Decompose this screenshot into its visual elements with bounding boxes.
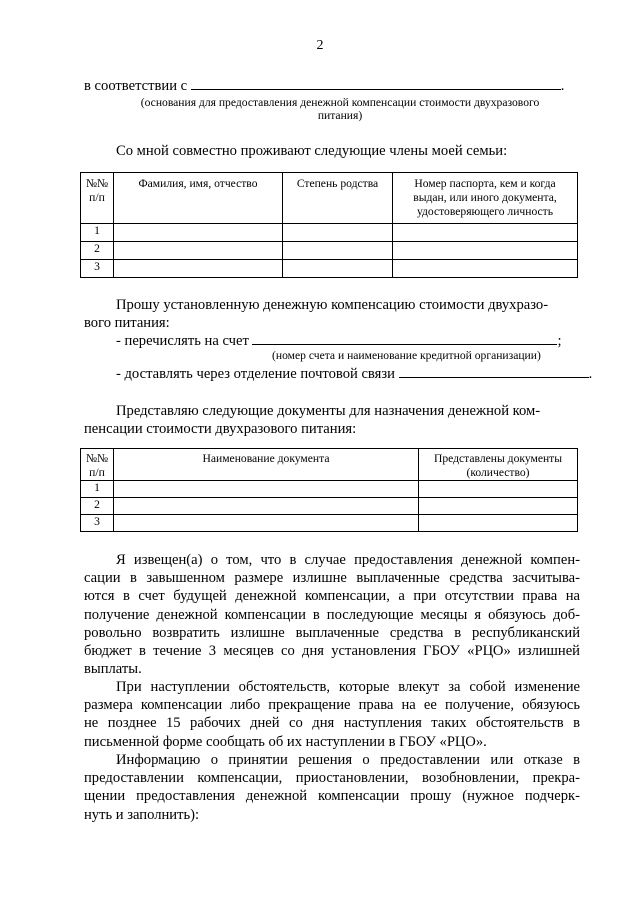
basis-note-line2: питания)	[317, 109, 363, 122]
request-line1-text: Прошу установленную денежную компенсацию стоимости двухразо-	[116, 297, 549, 313]
family-col-relation: Степень родства	[283, 173, 393, 224]
transfer-line	[116, 332, 562, 350]
table-row	[81, 498, 578, 515]
table-row	[81, 481, 578, 498]
family-passport-cell[interactable]	[393, 260, 578, 278]
notice-line: бюджет в течение 3 месяцев со дня установления ГБОУ «РЦО» излишней	[84, 642, 580, 659]
transfer-label: - перечислять на счет	[116, 333, 249, 349]
family-col-number: №№ п/п	[81, 173, 114, 224]
table-row	[81, 224, 578, 242]
notice-line: получение денежной компенсации в последующие месяцы я обязуюсь доб-	[84, 606, 580, 623]
documents-intro-line2: пенсации стоимости двухразового питания:	[84, 421, 357, 437]
row-number: 3	[81, 260, 114, 278]
family-col-passport: Номер паспорта, кем и когда выдан, или иного документа, удостоверяющего личность	[393, 173, 578, 224]
family-table	[80, 172, 578, 278]
post-line	[116, 365, 592, 383]
notice-line: выплаты.	[84, 661, 142, 678]
table-row	[81, 260, 578, 278]
family-col-name: Фамилия, имя, отчество	[114, 173, 283, 224]
family-table-header	[81, 173, 578, 224]
basis-blank[interactable]	[191, 77, 561, 90]
document-name-cell[interactable]	[114, 481, 419, 498]
document-name-cell[interactable]	[114, 498, 419, 515]
obligation-line: При наступлении обстоятельств, которые влекут за собой изменение	[116, 679, 580, 695]
family-intro: Со мной совместно проживают следующие члены моей семьи:	[116, 143, 508, 159]
notice-line: Я извещен(а) о том, что в случае предоставления денежной компен-	[116, 552, 580, 568]
row-number: 1	[81, 481, 114, 498]
document-name-cell[interactable]	[114, 515, 419, 532]
post-end: .	[588, 366, 593, 382]
notice-line: сации в завышенном размере излишне выплаченные средства засчитыва-	[84, 570, 580, 587]
documents-table	[80, 448, 578, 532]
documents-table-header	[81, 449, 578, 481]
documents-col-count: Представлены документы (количество)	[419, 449, 578, 481]
account-blank[interactable]	[252, 332, 557, 345]
row-number: 2	[81, 498, 114, 515]
document-count-cell[interactable]	[419, 515, 578, 532]
documents-intro-line1: Представляю следующие документы для назначения денежной ком-	[116, 403, 541, 419]
information-line: предоставлении компенсации, приостановлении, возобновлении, прекра-	[84, 770, 580, 787]
information-line: нуть и заполнить):	[84, 806, 200, 823]
table-row	[81, 515, 578, 532]
documents-col-number: №№ п/п	[81, 449, 114, 481]
family-passport-cell[interactable]	[393, 242, 578, 260]
page-number: 2	[316, 38, 324, 53]
family-name-cell[interactable]	[114, 260, 283, 278]
table-row	[81, 242, 578, 260]
basis-line	[84, 77, 564, 95]
obligation-line: размера компенсации либо прекращение права на ее получение, обязуюсь	[84, 697, 580, 714]
notice-line: ровольно возвратить излишне выплаченные средства в республиканский	[84, 624, 580, 641]
obligation-line: не позднее 15 рабочих дней со дня наступления таких обстоятельств в	[84, 715, 580, 732]
obligation-paragraph	[84, 678, 580, 751]
information-line: щении предоставления денежной компенсации прошу (нужное подчерк-	[84, 788, 580, 805]
document-count-cell[interactable]	[419, 498, 578, 515]
post-label: - доставлять через отделение почтовой связи	[116, 366, 395, 382]
request-line1	[116, 296, 580, 314]
row-number: 2	[81, 242, 114, 260]
row-number: 3	[81, 515, 114, 532]
family-relation-cell[interactable]	[283, 242, 393, 260]
account-note: (номер счета и наименование кредитной организации)	[272, 349, 541, 362]
family-relation-cell[interactable]	[283, 224, 393, 242]
basis-note-line1: (основания для предоставления денежной компенсации стоимости двухразового	[140, 96, 540, 109]
family-name-cell[interactable]	[114, 242, 283, 260]
documents-col-name: Наименование документа	[114, 449, 419, 481]
row-number: 1	[81, 224, 114, 242]
post-office-blank[interactable]	[399, 365, 589, 378]
notice-line: ются в счет будущей денежной компенсации, а при отсутствии права на	[84, 588, 580, 605]
document-count-cell[interactable]	[419, 481, 578, 498]
basis-prefix: в соответствии с	[84, 78, 188, 94]
request-line2: вого питания:	[84, 315, 170, 331]
notice-paragraph	[84, 551, 580, 678]
obligation-line: письменной форме сообщать об их наступлении в ГБОУ «РЦО».	[84, 733, 487, 750]
family-passport-cell[interactable]	[393, 224, 578, 242]
information-paragraph	[84, 751, 580, 824]
basis-suffix: .	[560, 78, 565, 94]
family-name-cell[interactable]	[114, 224, 283, 242]
transfer-end: ;	[557, 333, 562, 349]
information-line: Информацию о принятии решения о предоставлении или отказе в	[116, 752, 580, 768]
family-relation-cell[interactable]	[283, 260, 393, 278]
